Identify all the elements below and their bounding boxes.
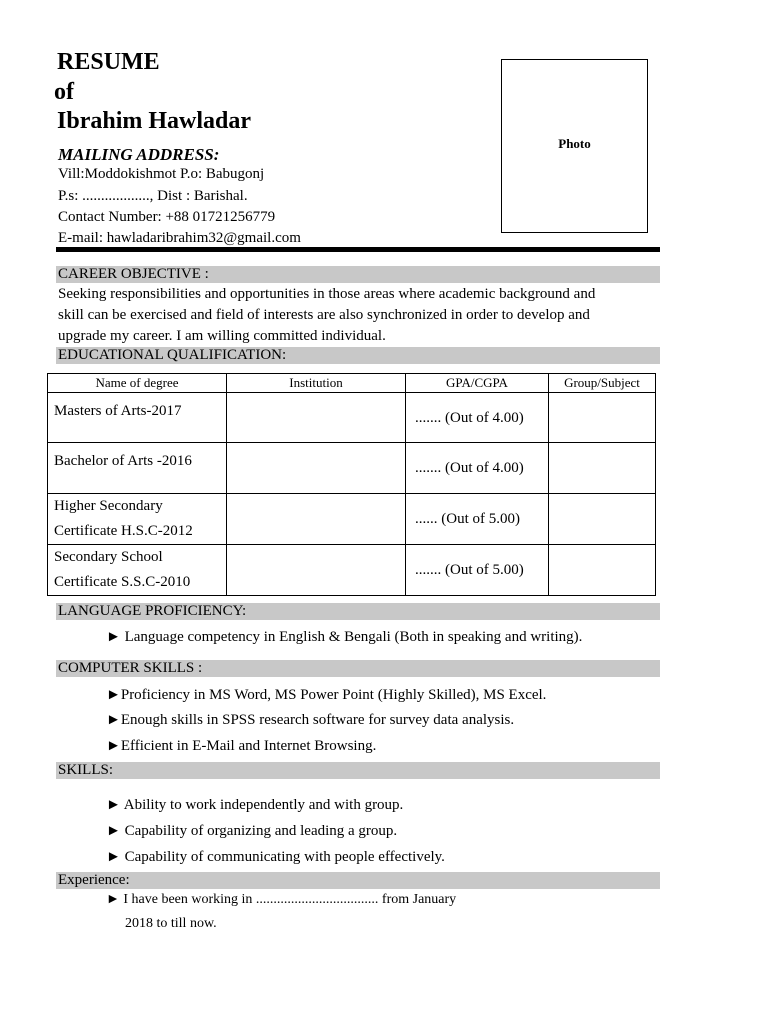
skills-heading: SKILLS: [56, 762, 660, 779]
table-header-row [48, 374, 656, 393]
career-line-3: upgrade my career. I am willing committed individual. [58, 328, 386, 344]
mailing-address-heading: MAILING ADDRESS: [58, 145, 220, 164]
career-objective-heading: CAREER OBJECTIVE : [56, 266, 660, 283]
skill-item: ► Capability of communicating with people effectively. [106, 849, 445, 865]
institution-cell [227, 443, 406, 494]
language-heading: LANGUAGE PROFICIENCY: [56, 603, 660, 620]
column-header: Institution [227, 374, 406, 393]
candidate-name: Ibrahim Hawladar [57, 108, 252, 134]
career-line-2: skill can be exercised and field of interests are also synchronized in order to develop and [58, 307, 590, 323]
group-cell [549, 393, 656, 443]
degree-cell: Secondary School Certificate S.S.C-2010 [48, 545, 227, 596]
experience-line-2: 2018 to till now. [125, 916, 217, 931]
header-divider [56, 247, 660, 252]
education-table [47, 373, 656, 596]
photo-placeholder [501, 59, 648, 233]
computer-skill-item: ►Proficiency in MS Word, MS Power Point (Highly Skilled), MS Excel. [106, 687, 547, 703]
skill-item: ► Capability of organizing and leading a group. [106, 823, 398, 839]
gpa-cell: ....... (Out of 5.00) [406, 545, 549, 596]
education-heading: EDUCATIONAL QUALIFICATION: [56, 347, 660, 364]
group-cell [549, 545, 656, 596]
computer-skill-item: ►Enough skills in SPSS research software for survey data analysis. [106, 712, 515, 728]
experience-heading: Experience: [56, 872, 660, 889]
address-line-2: P.s: .................., Dist : Barishal. [58, 188, 248, 204]
gpa-cell: ....... (Out of 4.00) [406, 443, 549, 494]
email-address: E-mail: hawladaribrahim32@gmail.com [58, 230, 301, 246]
institution-cell [227, 494, 406, 545]
column-header: Name of degree [48, 374, 227, 393]
institution-cell [227, 393, 406, 443]
skill-item: ► Ability to work independently and with group. [106, 797, 404, 813]
table-row [48, 443, 656, 494]
resume-title-of: of [54, 79, 74, 105]
computer-skill-item: ►Efficient in E-Mail and Internet Browsing. [106, 738, 377, 754]
column-header: Group/Subject [549, 374, 656, 393]
table-row [48, 545, 656, 596]
computer-skills-heading: COMPUTER SKILLS : [56, 660, 660, 677]
degree-cell: Higher Secondary Certificate H.S.C-2012 [48, 494, 227, 545]
language-item: ► Language competency in English & Bengali (Both in speaking and writing). [106, 629, 583, 645]
table-row [48, 393, 656, 443]
address-line-1: Vill:Moddokishmot P.o: Babugonj [58, 166, 265, 182]
resume-title: RESUME [57, 49, 160, 75]
gpa-cell: ....... (Out of 4.00) [406, 393, 549, 443]
group-cell [549, 443, 656, 494]
degree-cell: Masters of Arts-2017 [48, 393, 227, 443]
gpa-cell: ...... (Out of 5.00) [406, 494, 549, 545]
contact-number: Contact Number: +88 01721256779 [58, 209, 276, 225]
group-cell [549, 494, 656, 545]
experience-line-1: ► I have been working in ................................... from January [106, 892, 457, 907]
photo-label: Photo [558, 136, 591, 151]
career-objective-text [58, 284, 668, 347]
column-header: GPA/CGPA [406, 374, 549, 393]
table-row [48, 494, 656, 545]
institution-cell [227, 545, 406, 596]
degree-cell: Bachelor of Arts -2016 [48, 443, 227, 494]
career-line-1: Seeking responsibilities and opportunities in those areas where academic background and [58, 286, 596, 302]
